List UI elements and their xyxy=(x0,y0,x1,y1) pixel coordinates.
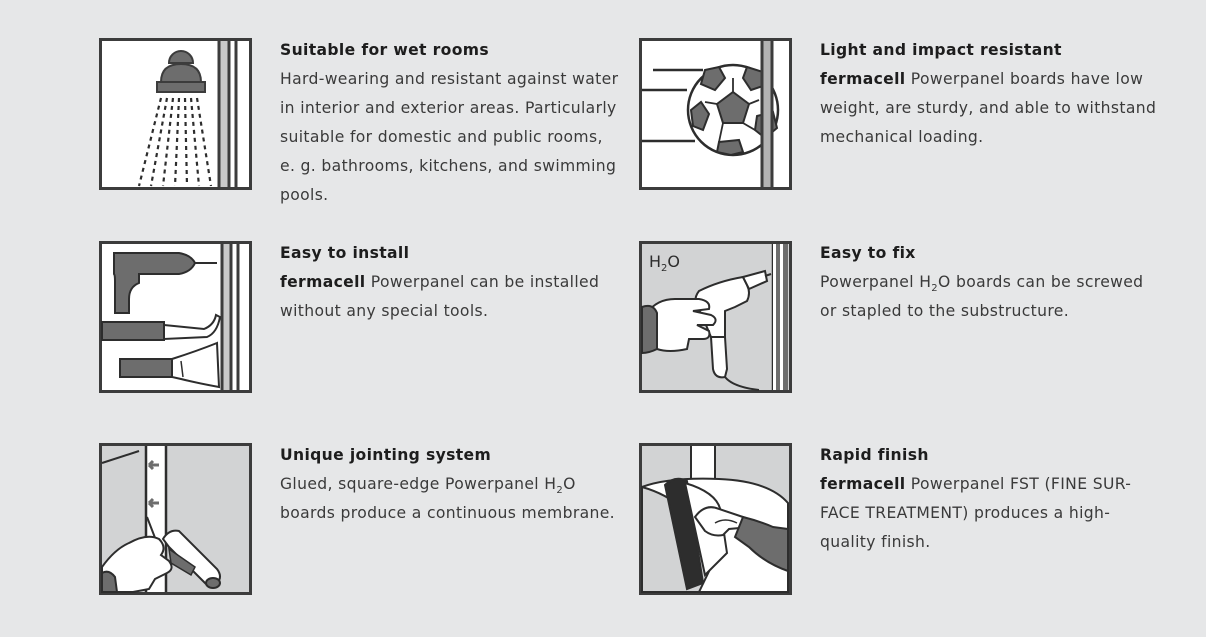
glue-icon xyxy=(99,443,252,595)
feature-body xyxy=(820,65,1160,152)
feature-jointing-system xyxy=(99,443,659,613)
feature-text xyxy=(280,239,620,326)
feature-easy-fix xyxy=(639,241,1199,411)
brand-name: fermacell xyxy=(820,475,906,493)
feature-title: Suitable for wet rooms xyxy=(280,41,489,59)
drill-icon xyxy=(639,241,792,393)
feature-body: Powerpanel $H_2O$ boards can be screwed or stapled to the substructure. xyxy=(820,273,1144,320)
feature-impact-resistant xyxy=(639,38,1199,208)
shower-icon xyxy=(99,38,252,190)
feature-body-text: Powerpanel boards have low weight, are sturdy, and able to withstand mechanical loading. xyxy=(820,70,1157,146)
feature-body-text: Powerpanel can be installed without any special tools. xyxy=(280,273,600,320)
feature-text xyxy=(820,239,1160,326)
feature-text xyxy=(280,36,620,210)
svg-text:H2O: $H_2O$ xyxy=(649,252,680,274)
feature-body: Hard-wearing and resistant against water in interior and exterior areas. Particularly suitable for domestic and public rooms, e. g. bathrooms, kitchens, and swimming pools. xyxy=(280,70,619,204)
trowel-icon xyxy=(639,443,792,595)
h2o-label: H xyxy=(649,252,662,271)
feature-title: Unique jointing system xyxy=(280,446,492,464)
feature-wet-rooms xyxy=(99,38,659,208)
feature-title: Easy to install xyxy=(280,244,410,262)
feature-body xyxy=(820,470,1160,557)
brand-name: fermacell xyxy=(280,273,366,291)
feature-body-text: Powerpanel FST (FINE SUR-FACE TREATMENT) produces a high-quality finish. xyxy=(820,475,1132,551)
tools-icon xyxy=(99,241,252,393)
feature-text xyxy=(820,36,1160,152)
feature-title: Rapid finish xyxy=(820,446,929,464)
feature-easy-install xyxy=(99,241,662,411)
feature-text xyxy=(280,441,620,528)
feature-body: Glued, square-edge Powerpanel $H_2O$ boards produce a continuous membrane. xyxy=(280,475,615,522)
football-icon xyxy=(639,38,792,190)
feature-rapid-finish xyxy=(639,443,1199,613)
brand-name: fermacell xyxy=(820,70,906,88)
feature-text xyxy=(820,441,1160,557)
feature-body xyxy=(280,268,620,326)
feature-title: Easy to fix xyxy=(820,244,916,262)
feature-title: Light and impact resistant xyxy=(820,41,1062,59)
